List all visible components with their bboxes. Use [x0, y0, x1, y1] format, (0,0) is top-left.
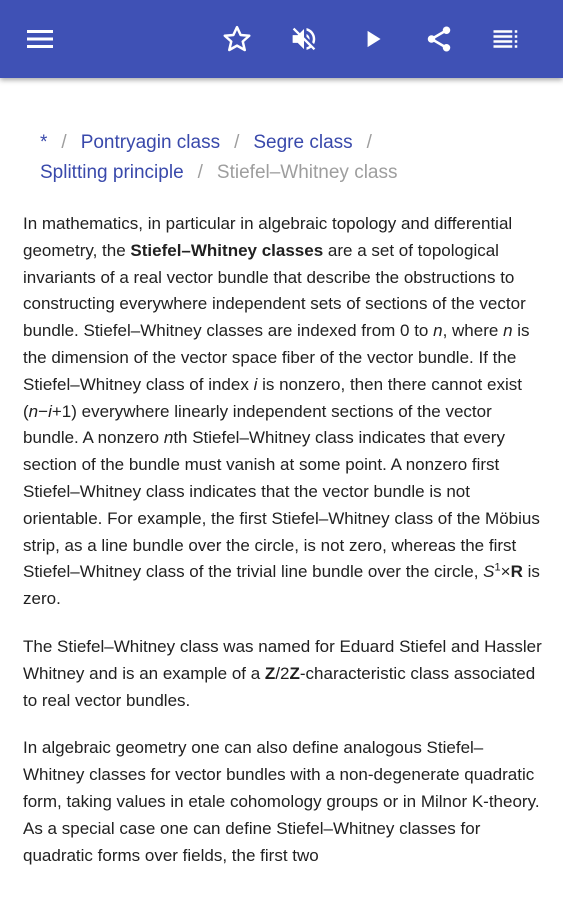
- article-body: [23, 211, 543, 890]
- math-var: S: [483, 562, 495, 582]
- app-bar: [0, 0, 563, 78]
- list-icon[interactable]: [488, 21, 524, 57]
- breadcrumb-separator: /: [197, 162, 203, 183]
- text-run: +1) everywhere linearly independent sections of the vector bundle. A nonzero: [23, 401, 492, 448]
- text-run: /2: [275, 663, 290, 683]
- math-var: n: [163, 428, 174, 448]
- text-run: is nonzero, then there cannot exist (: [23, 374, 522, 421]
- breadcrumb-pontryagin-class[interactable]: Pontryagin class: [80, 132, 221, 153]
- paragraph-intro: [23, 211, 543, 613]
- breadcrumb: [40, 128, 530, 188]
- text-run: , where: [442, 321, 504, 341]
- breadcrumb-home[interactable]: *: [40, 132, 48, 153]
- math-var: i: [253, 374, 258, 394]
- menu-icon[interactable]: [22, 21, 58, 57]
- text-run: −: [38, 401, 49, 421]
- math-bold: R: [510, 562, 523, 582]
- math-var: n: [433, 321, 443, 341]
- text-run: -characteristic class associated to real vector bundles.: [23, 663, 536, 710]
- text-run: ×: [500, 562, 511, 582]
- breadcrumb-separator: /: [61, 132, 67, 153]
- breadcrumb-splitting-principle[interactable]: Splitting principle: [40, 162, 184, 183]
- share-icon[interactable]: [421, 21, 457, 57]
- math-var: n: [503, 321, 513, 341]
- math-var: n: [28, 401, 39, 421]
- play-icon[interactable]: [355, 21, 391, 57]
- text-run: is zero.: [23, 562, 540, 609]
- math-var: i: [48, 401, 52, 421]
- superscript: 1: [494, 561, 501, 574]
- text-run: is the dimension of the vector space fiber of the vector bundle. If the Stiefel–Whitney class of index: [23, 321, 530, 394]
- volume-off-icon[interactable]: [286, 21, 322, 57]
- paragraph-naming: [23, 634, 543, 714]
- breadcrumb-separator: /: [366, 132, 372, 153]
- breadcrumb-current: Stiefel–Whitney class: [216, 162, 398, 183]
- text-run: are a set of topological invariants of a real vector bundle that describe the obstructions to constructing everywhere independent sets of sections of the vector bundle. Stiefel–Whitney classes are indexed from 0 to: [23, 240, 526, 341]
- term-stiefel-whitney-classes: Stiefel–Whitney classes: [130, 240, 324, 260]
- text-run: th Stiefel–Whitney class indicates that every section of the bundle must vanish at some point. A nonzero first Stiefel–Whitney class indicates that the vector bundle is not orientable. For example, the first Stiefel–Whitney class of the Möbius strip, as a line bundle over the circle, is not zero, whereas the first Stiefel–Whitney class of the trivial line bundle over the circle,: [23, 428, 540, 582]
- article-content: [0, 78, 563, 900]
- math-bold: Z: [289, 663, 300, 683]
- breadcrumb-separator: /: [234, 132, 240, 153]
- text-run: The Stiefel–Whitney class was named for Eduard Stiefel and Hassler Whitney and is an example of a: [23, 636, 542, 683]
- breadcrumb-segre-class[interactable]: Segre class: [253, 132, 353, 153]
- math-bold: Z: [264, 663, 276, 683]
- star-icon[interactable]: [219, 21, 255, 57]
- paragraph-algebraic-geometry: In algebraic geometry one can also define analogous Stiefel–Whitney classes for vector bundles with a non-degenerate quadratic form, taking values in etale cohomology groups or in Milnor K-theory. As a special case one can define Stiefel–Whitney classes for quadratic forms over fields, the first two: [23, 738, 540, 865]
- text-run: In mathematics, in particular in algebraic topology and differential geometry, the: [23, 214, 513, 260]
